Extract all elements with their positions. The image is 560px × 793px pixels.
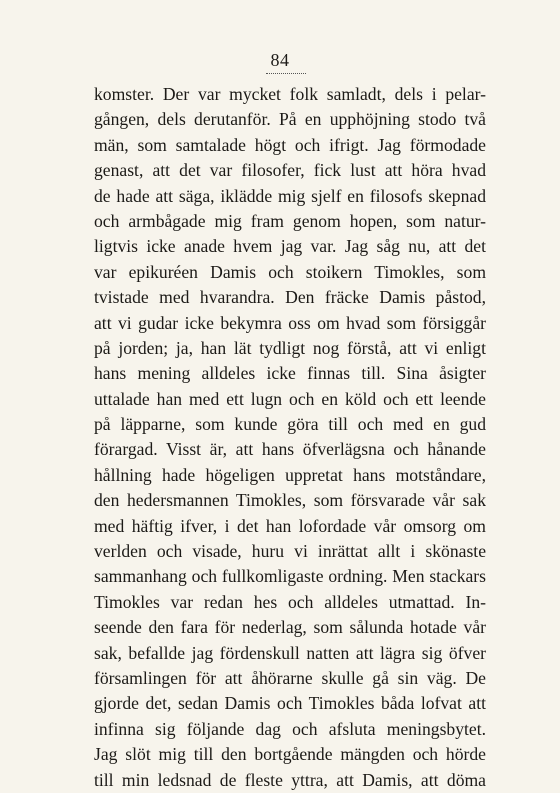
text-line: hållning hade högeligen uppretat hans motståndare, [94,464,486,485]
text-line: de hade att säga, iklädde mig sjelf en filosofs skepnad [94,185,486,206]
body-text [94,82,486,793]
text-line: hans mening alldeles icke finnas till. Sina åsigter [94,363,486,384]
text-line: till min ledsnad de fleste yttra, att Damis, att döma [94,769,486,790]
page-number: 84 [270,50,290,70]
text-line: seende den fara för nederlag, som sålunda hotade vår [94,617,486,638]
text-line: män, som samtalade högt och ifrigt. Jag förmodade [94,134,486,155]
text-line: uttalade han med ett lugn och en köld och ett leende [94,388,486,409]
text-line: Jag slöt mig till den bortgående mängden och hörde [94,744,486,765]
text-line: den hedersmannen Timokles, som försvarade vår sak [94,490,486,511]
text-line: församlingen för att åhörarne skulle gå sin väg. De [94,667,486,688]
text-line: förargad. Visst är, att hans öfverlägsna och hånande [94,439,486,460]
text-line: komster. Der var mycket folk samladt, dels i pelar- [94,84,486,104]
text-line: genast, att det var filosofer, fick lust att höra hvad [94,160,486,181]
text-line: med häftig ifver, i det han lofordade vår omsorg om [94,515,486,536]
text-line: och armbågade mig fram genom hopen, som natur- [94,210,486,231]
page-number-rule [266,73,306,74]
text-line: sak, befallde jag fördenskull natten att lägra sig öfver [94,642,486,663]
text-line: infinna sig följande dag och afsluta meningsbytet. [94,718,486,739]
text-line: var epikuréen Damis och stoikern Timokles, som [94,261,486,282]
text-line: ligtvis icke anade hvem jag var. Jag såg nu, att det [94,236,486,257]
text-line: gången, dels derutanför. På en upphöjning stodo två [94,109,486,130]
text-line: sammanhang och fullkomligaste ordning. Men stackars [94,566,486,587]
text-line: gjorde det, sedan Damis och Timokles båda lofvat att [94,693,486,714]
text-line: tvistade med hvarandra. Den fräcke Damis påstod, [94,287,486,308]
text-line: att vi gudar icke bekymra oss om hvad som försiggår [94,312,486,333]
text-line: på läpparne, som kunde göra till och med en gud [94,414,486,435]
text-line: på jorden; ja, han lät tydligt nog förstå, att vi enligt [94,337,486,358]
text-line: verlden och visade, huru vi inrättat allt i skönaste [94,541,486,562]
text-line: Timokles var redan hes och alldeles utmattad. In- [94,591,486,612]
